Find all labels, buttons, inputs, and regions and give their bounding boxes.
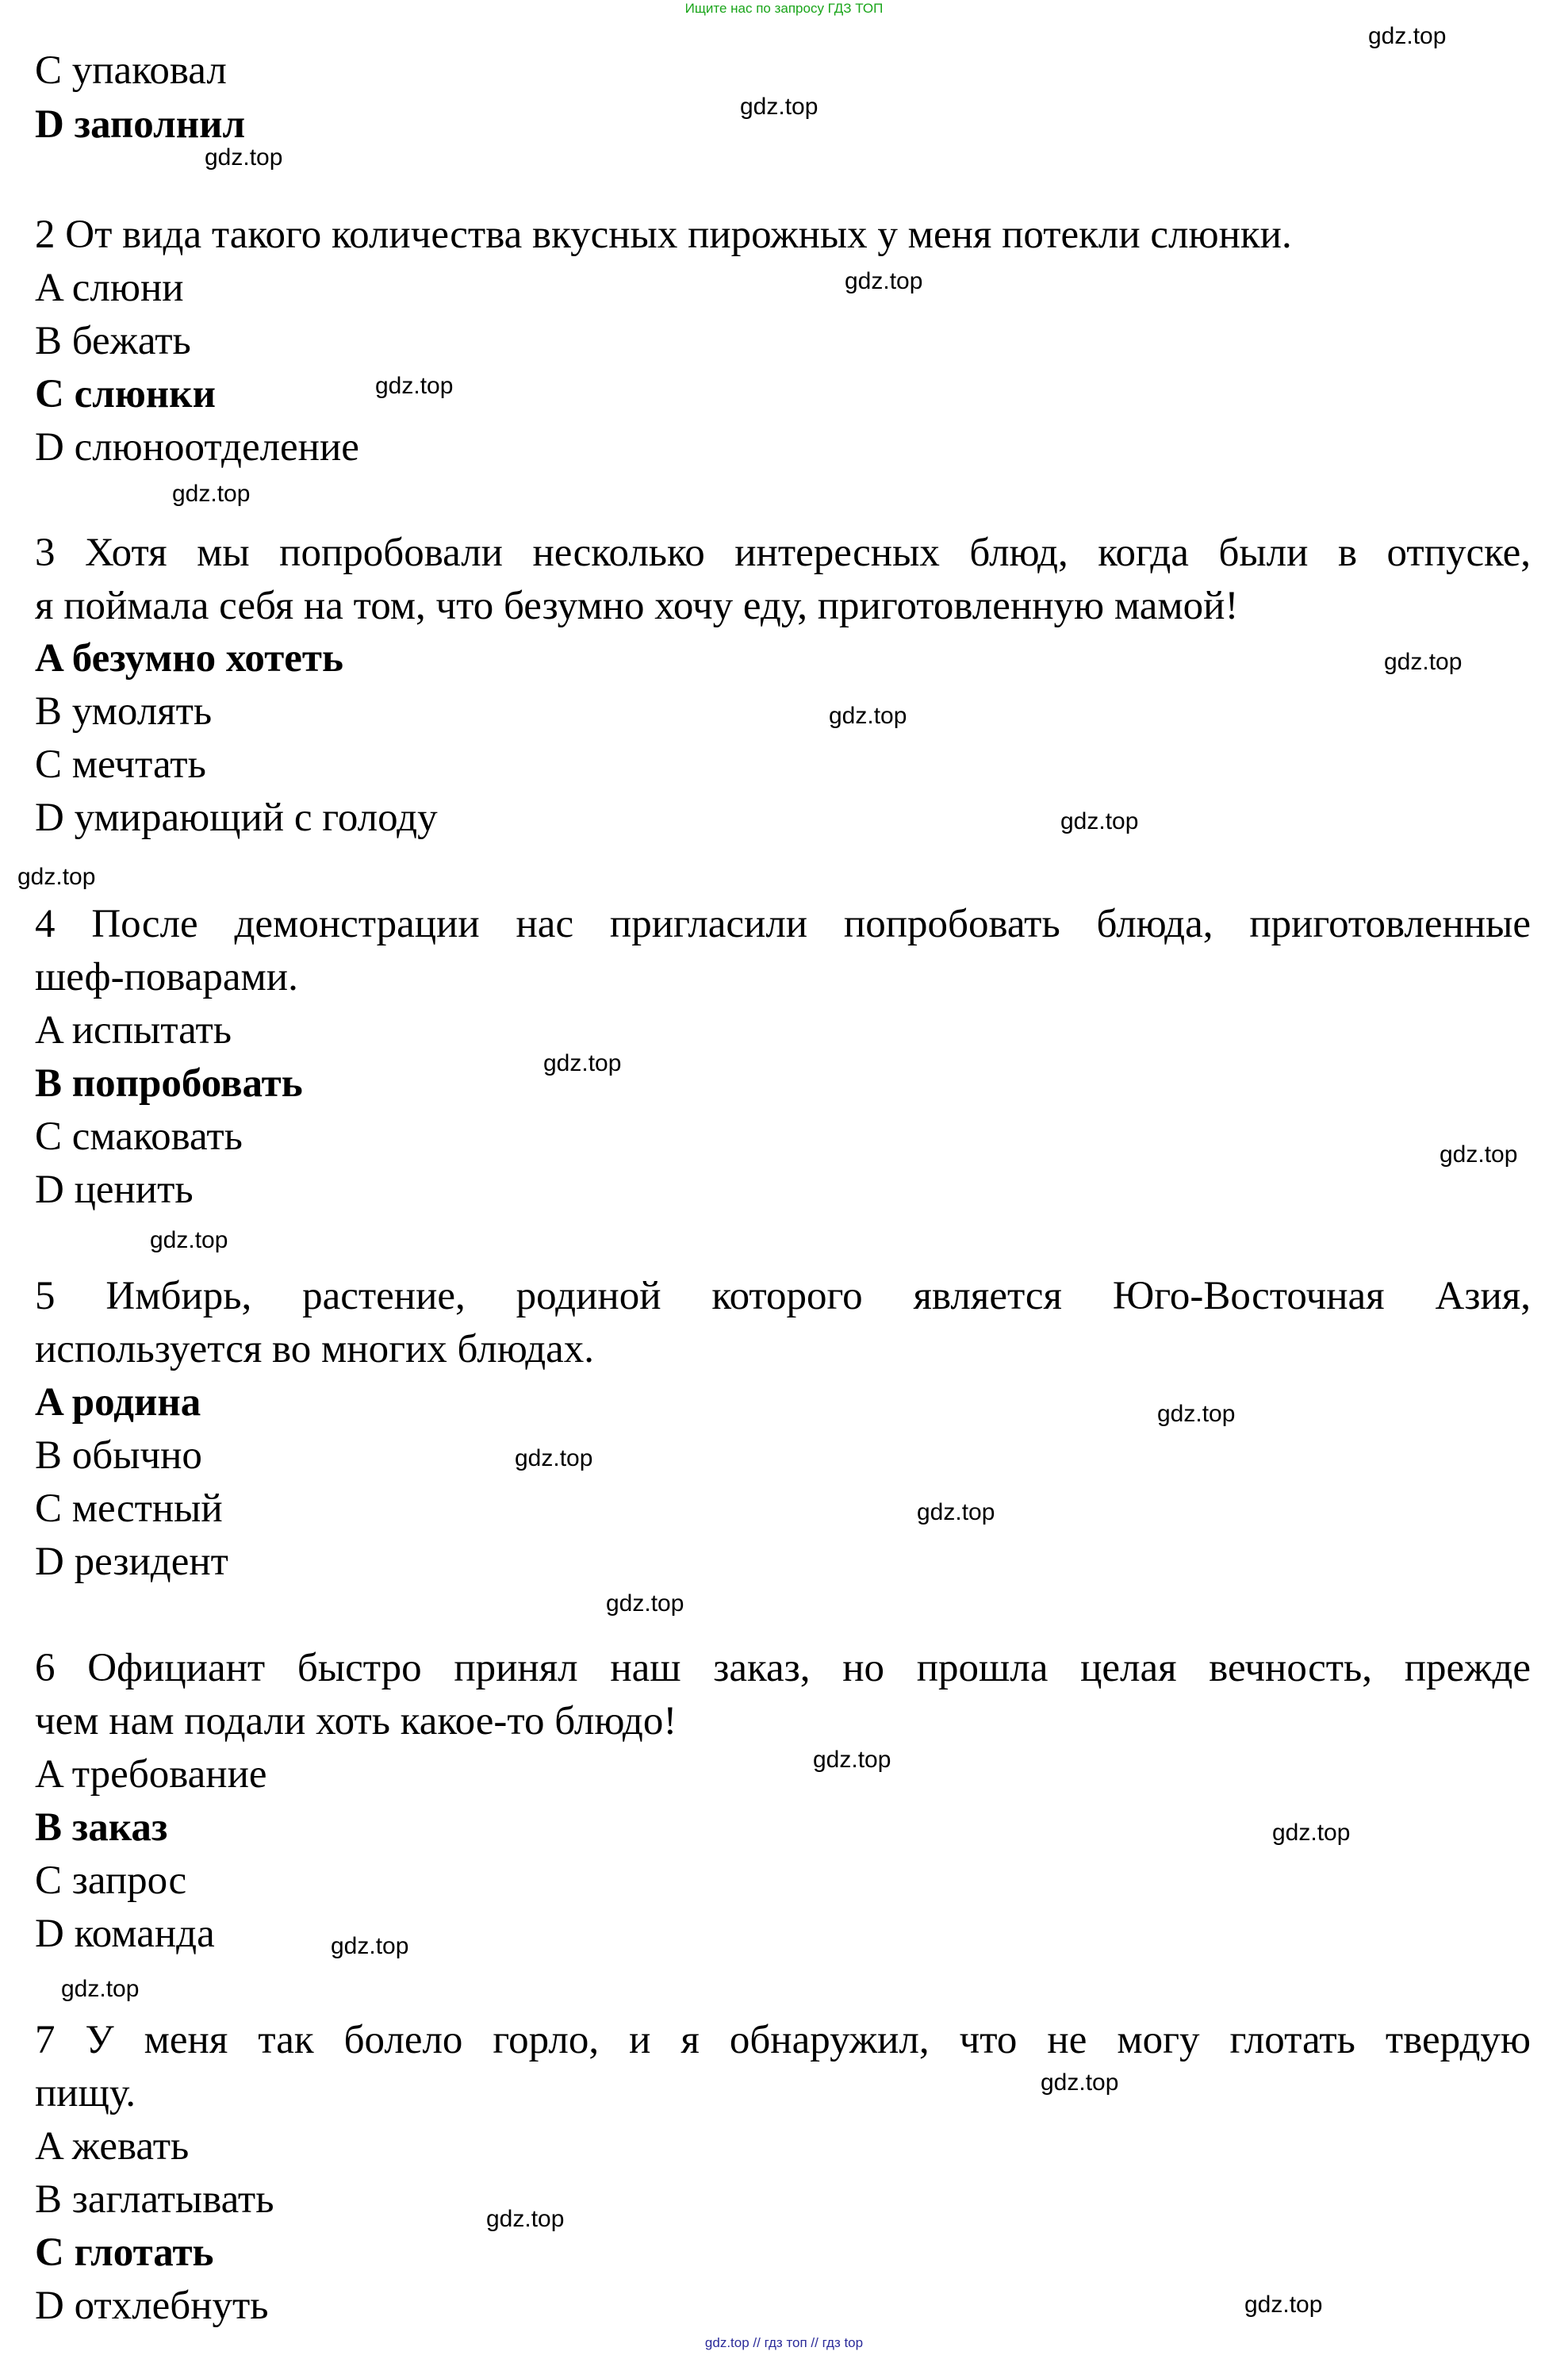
watermark: gdz.top [1272, 1820, 1351, 1846]
q5-question-line-2: используется во многих блюдах. [35, 1327, 595, 1371]
header-note: Ищите нас по запросу ГДЗ ТОП [684, 1, 884, 16]
q2-option-c: C слюнки [35, 372, 216, 416]
q6-question-line-1: 6 Официант быстро принял наш заказ, но прошла целая вечность, прежде [35, 1646, 1531, 1690]
q4-question-line-2: шеф-поварами. [35, 955, 298, 999]
q4-option-a: A испытать [35, 1008, 232, 1053]
watermark: gdz.top [740, 94, 819, 120]
q5-option-c: C местный [35, 1486, 223, 1531]
watermark: gdz.top [829, 703, 907, 729]
watermark: gdz.top [515, 1445, 593, 1471]
q1-option-c: C упаковал [35, 48, 227, 93]
q6-option-c: C запрос [35, 1858, 187, 1903]
q6-option-d: D команда [35, 1912, 215, 1956]
watermark: gdz.top [150, 1227, 228, 1253]
q7-option-d: D отхлебнуть [35, 2284, 269, 2328]
watermark: gdz.top [1060, 808, 1139, 834]
q7-question-line-1: 7 У меня так болело горло, и я обнаружил, что не могу глотать твердую [35, 2018, 1531, 2062]
q6-option-b: B заказ [35, 1805, 168, 1850]
q4-option-b: B попробовать [35, 1061, 303, 1106]
watermark: gdz.top [606, 1590, 684, 1617]
q4-option-c: C смаковать [35, 1114, 243, 1159]
watermark: gdz.top [1244, 2292, 1323, 2318]
q7-option-a: A жевать [35, 2124, 190, 2169]
watermark: gdz.top [917, 1499, 995, 1525]
watermark: gdz.top [61, 1976, 140, 2002]
q5-option-d: D резидент [35, 1540, 228, 1584]
q3-question-line-1: 3 Хотя мы попробовали несколько интересных блюд, когда были в отпуске, [35, 531, 1531, 575]
watermark: gdz.top [205, 144, 283, 171]
q3-option-a: A безумно хотеть [35, 636, 343, 681]
q4-option-d: D ценить [35, 1168, 194, 1212]
q3-option-d: D умирающий с голоду [35, 796, 438, 840]
q2-question: 2 От вида такого количества вкусных пирожных у меня потекли слюнки. [35, 213, 1292, 257]
q6-question-line-2: чем нам подали хоть какое-то блюдо! [35, 1699, 677, 1743]
q5-option-a: A родина [35, 1380, 201, 1425]
watermark: gdz.top [1368, 23, 1447, 49]
watermark: gdz.top [375, 373, 454, 399]
watermark: gdz.top [331, 1933, 409, 1959]
q2-option-a: A слюни [35, 266, 184, 310]
q7-option-b: B заглатывать [35, 2177, 274, 2222]
q7-question-line-2: пищу. [35, 2071, 136, 2115]
q3-question-line-2: я поймала себя на том, что безумно хочу еду, приготовленную мамой! [35, 584, 1239, 628]
q6-option-a: A требование [35, 1752, 267, 1797]
watermark: gdz.top [543, 1050, 622, 1076]
watermark: gdz.top [172, 481, 251, 507]
watermark: gdz.top [1041, 2069, 1119, 2096]
footer-note: gdz.top // гдз топ // гдз top [704, 2335, 864, 2350]
q5-question-line-1: 5 Имбирь, растение, родиной которого является Юго-Восточная Азия, [35, 1274, 1531, 1318]
q5-option-b: B обычно [35, 1433, 202, 1478]
q1-option-d: D заполнил [35, 102, 246, 147]
watermark: gdz.top [1157, 1401, 1236, 1427]
q3-option-c: C мечтать [35, 742, 206, 787]
q3-option-b: B умолять [35, 689, 213, 734]
q7-option-c: C глотать [35, 2230, 214, 2275]
q4-question-line-1: 4 После демонстрации нас пригласили попробовать блюда, приготовленные [35, 902, 1531, 946]
watermark: gdz.top [1440, 1141, 1518, 1168]
watermark: gdz.top [486, 2206, 565, 2232]
watermark: gdz.top [845, 268, 923, 294]
watermark: gdz.top [1384, 649, 1463, 675]
q2-option-b: B бежать [35, 319, 191, 363]
watermark: gdz.top [813, 1747, 891, 1773]
watermark: gdz.top [17, 864, 96, 890]
q2-option-d: D слюноотделение [35, 425, 359, 470]
